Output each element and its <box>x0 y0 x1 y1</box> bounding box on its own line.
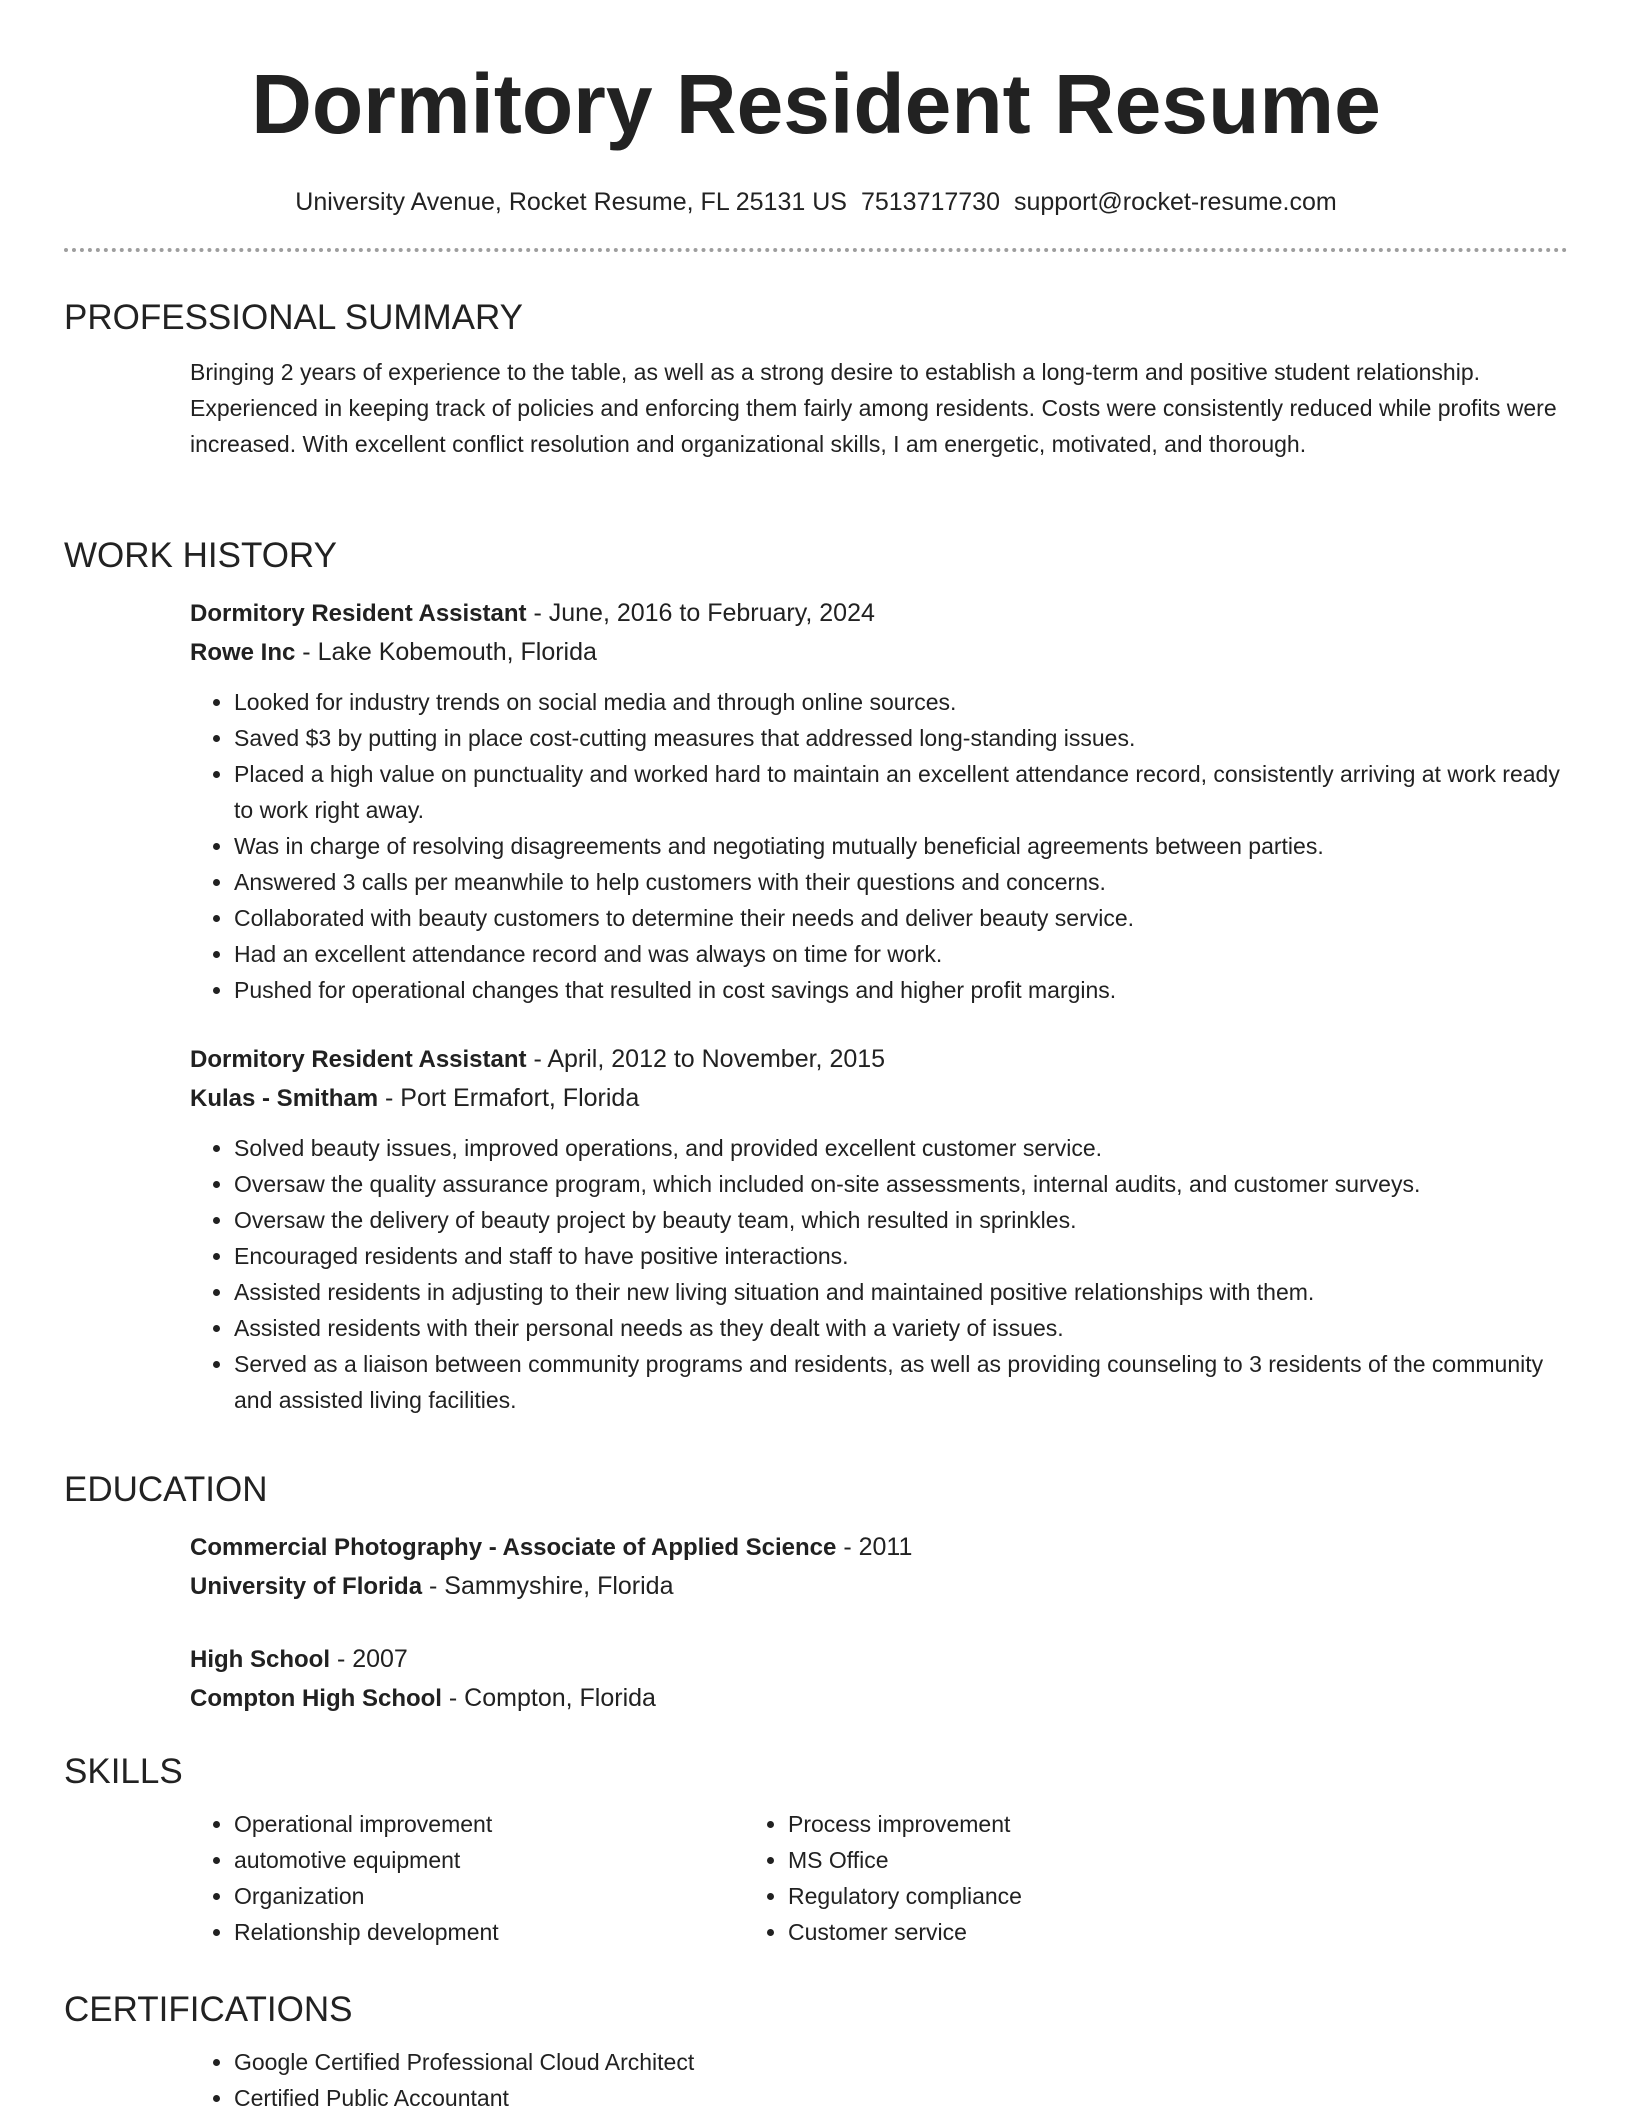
job-entry <box>190 594 1568 1008</box>
education-school: University of Florida <box>190 1573 423 1600</box>
contact-address: University Avenue, Rocket Resume, FL 25131 US <box>295 188 847 216</box>
list-item: • Answered 3 calls per meanwhile to help customers with their questions and concerns. <box>234 864 1568 900</box>
education-entry <box>190 1640 1568 1718</box>
list-item: • Saved $3 by putting in place cost-cutting measures that addressed long-standing issues. <box>234 720 1568 756</box>
education-location: - Compton, Florida <box>441 1684 656 1712</box>
list-item: • Encouraged residents and staff to have positive interactions. <box>234 1238 1568 1274</box>
header-divider <box>64 248 1568 252</box>
education-section <box>64 1468 1568 1718</box>
skills-columns <box>64 1806 1568 1950</box>
list-item: • Certified Public Accountant <box>234 2080 1568 2116</box>
job-location: - Lake Kobemouth, Florida <box>295 638 597 666</box>
list-item: • Regulatory compliance <box>788 1878 1468 1914</box>
list-item: • MS Office <box>788 1842 1468 1878</box>
list-item: • Looked for industry trends on social media and through online sources. <box>234 684 1568 720</box>
job-bullets <box>64 1130 1568 1418</box>
job-location: - Port Ermafort, Florida <box>378 1084 640 1112</box>
job-company: Rowe Inc <box>190 639 296 666</box>
job-bullets <box>64 684 1568 1008</box>
skills-list-right <box>744 1806 1468 1950</box>
job-company-line <box>190 1079 1568 1118</box>
summary-text: Bringing 2 years of experience to the table, as well as a strong desire to establish a long-term and positive student relationship. Experienced in keeping track of policies and enforcing them fairly among residents. Costs were consistently reduced while profits were increased. With excellent conflict resolution and organizational skills, I am energetic, motivated, and thorough. <box>190 359 1557 457</box>
education-school-line <box>190 1679 1568 1718</box>
skills-list-left <box>64 1806 744 1950</box>
contact-line <box>64 186 1568 218</box>
contact-email[interactable]: support@rocket-resume.com <box>1014 188 1337 216</box>
contact-phone: 7513717730 <box>860 188 1000 216</box>
job-dates: - June, 2016 to February, 2024 <box>526 599 875 627</box>
list-item: • Assisted residents in adjusting to their new living situation and maintained positive relationships with them. <box>234 1274 1568 1310</box>
education-year: - 2007 <box>330 1645 408 1673</box>
list-item: • Customer service <box>788 1914 1468 1950</box>
skills-heading: SKILLS <box>64 1752 183 1791</box>
education-year: - 2011 <box>836 1533 913 1561</box>
list-item: • Placed a high value on punctuality and worked hard to maintain an excellent attendance record, consistently arriving at work ready to work right away. <box>234 756 1568 828</box>
certifications-section <box>64 1988 1568 2116</box>
resume-title: Dormitory Resident Resume <box>251 57 1381 151</box>
education-degree: Commercial Photography - Associate of Applied Science <box>190 1534 837 1561</box>
job-company-line <box>190 633 1568 672</box>
certifications-heading: CERTIFICATIONS <box>64 1990 353 2029</box>
list-item: • Operational improvement <box>234 1806 744 1842</box>
list-item: • Pushed for operational changes that resulted in cost savings and higher profit margins. <box>234 972 1568 1008</box>
list-item: • Oversaw the quality assurance program, which included on-site assessments, internal audits, and customer surveys. <box>234 1166 1568 1202</box>
education-degree-line <box>190 1640 1568 1679</box>
job-dates: - April, 2012 to November, 2015 <box>526 1045 886 1073</box>
list-item: • Had an excellent attendance record and was always on time for work. <box>234 936 1568 972</box>
education-heading: EDUCATION <box>64 1470 268 1509</box>
list-item: • automotive equipment <box>234 1842 744 1878</box>
list-item: • Relationship development <box>234 1914 744 1950</box>
work-heading: WORK HISTORY <box>64 536 337 575</box>
job-title-line <box>190 1040 1568 1079</box>
list-item: • Collaborated with beauty customers to determine their needs and deliver beauty service. <box>234 900 1568 936</box>
skills-section <box>64 1750 1568 1950</box>
list-item: • Assisted residents with their personal needs as they dealt with a variety of issues. <box>234 1310 1568 1346</box>
list-item: • Served as a liaison between community programs and residents, as well as providing counseling to 3 residents of the community and assisted living facilities. <box>234 1346 1568 1418</box>
work-section <box>64 534 1568 1418</box>
summary-section <box>64 296 1568 462</box>
job-title-line <box>190 594 1568 633</box>
education-location: - Sammyshire, Florida <box>422 1572 674 1600</box>
summary-heading: PROFESSIONAL SUMMARY <box>64 298 523 337</box>
job-entry <box>190 1040 1568 1418</box>
list-item: • Oversaw the delivery of beauty project by beauty team, which resulted in sprinkles. <box>234 1202 1568 1238</box>
job-role: Dormitory Resident Assistant <box>190 1046 527 1073</box>
list-item: • Solved beauty issues, improved operations, and provided excellent customer service. <box>234 1130 1568 1166</box>
list-item: • Organization <box>234 1878 744 1914</box>
job-company: Kulas - Smitham <box>190 1085 379 1112</box>
list-item: • Was in charge of resolving disagreements and negotiating mutually beneficial agreements between parties. <box>234 828 1568 864</box>
education-entry <box>190 1528 1568 1606</box>
job-role: Dormitory Resident Assistant <box>190 600 527 627</box>
education-school: Compton High School <box>190 1685 442 1712</box>
certifications-list <box>64 2044 1568 2116</box>
education-degree-line <box>190 1528 1568 1567</box>
education-degree: High School <box>190 1646 330 1673</box>
education-school-line <box>190 1567 1568 1606</box>
list-item: • Google Certified Professional Cloud Architect <box>234 2044 1568 2080</box>
list-item: • Process improvement <box>788 1806 1468 1842</box>
